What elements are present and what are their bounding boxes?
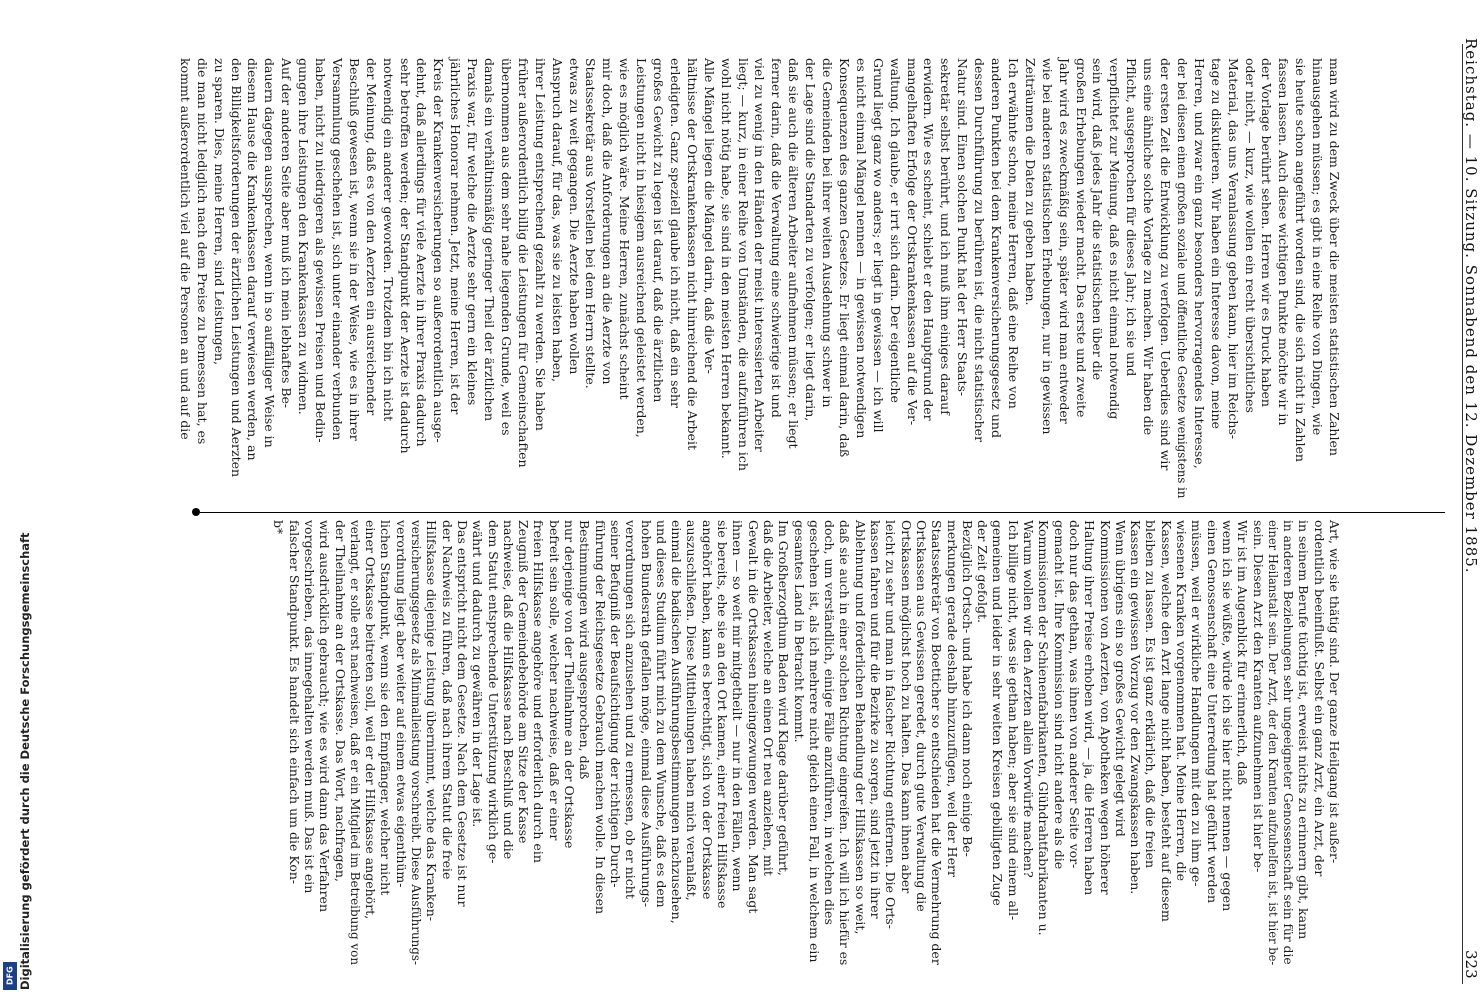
text-line: viel zu wenig in den Händen der meist interessierten Arbeiter: [752, 58, 768, 452]
text-line: angehört haben, kann es berechtigt, sich von der Ortskasse: [699, 520, 715, 900]
text-line: einer Heilanstalt sein. Der Arzt, der den Kranten aufzuhelfen ist, ist hier be-: [1265, 520, 1281, 966]
text-line: Bestimmungen wird ausgesprochen, daß: [577, 520, 593, 780]
text-line: gesamtes Land in Betracht kommt.: [791, 520, 807, 743]
text-line: einen Genossenschaft eine Unterredung hat geführt werden: [1204, 520, 1220, 904]
text-line: erwidern. Wie es scheint, schiebt er den Hauptgrund der: [921, 58, 937, 421]
text-line: hohen Bundesrath gefallen möge, einmal diese Ausführungs-: [638, 520, 654, 908]
text-line: kommt außerordentlich viel auf die Personen an und auf die: [177, 58, 193, 440]
text-line: sein. Diesen Arzt den Kranten aufzunehmen ist hier be-: [1250, 520, 1266, 873]
text-line: merkungen gerade deshalb hinzuzufügen, weil der Herr: [944, 520, 960, 877]
text-line: Natur sind. Einen solchen Punkt hat der Herr Staats-: [955, 58, 971, 397]
text-line: nur derjenige von der Theilnahme an der Ortskasse: [562, 520, 577, 849]
text-line: der Vorlage berührt sehen. Herren wir es Druck haben: [1259, 58, 1275, 407]
text-line: und dieses Studium führt mich zu dem Wunsche, daß es dem: [653, 520, 669, 908]
text-line: etwas zu weit gegangen. Die Aerzte haben wollen: [566, 58, 582, 375]
text-line: waltung. Ich glaube, er irrt sich darin. Der eigentliche: [887, 58, 903, 403]
text-line: notwendig ein anderer geworden. Trotzdem bin ich nicht: [380, 58, 396, 422]
text-line: Kommissionen der Schienenfabrikanten, Glühdrahtfabrikanten u.: [1036, 520, 1052, 936]
text-line: doch, um verständlich, einige Fälle anzuführen, in welchen dies: [822, 520, 838, 925]
text-line: hinausgehen müssen; es gibt in eine Reihe von Dingen, wie: [1310, 58, 1326, 436]
text-line: einmal die badischen Ausführungsbestimmungen nachzusehen,: [669, 520, 685, 924]
digitization-notice: Digitalisierung gefördert durch die Deutsche Forschungsgemeinschaft: [18, 532, 32, 990]
text-line: mir doch, daß die Anforderungen an die Aerzte von: [600, 58, 616, 385]
text-line: Anspruch darauf, für das, was sie zu leisten haben,: [549, 58, 565, 383]
text-line: ordentlich beeinflußt. Selbst ein ganz Arzt, ein Arzt, der: [1311, 520, 1327, 877]
text-line: zu sparen. Dies, meine Herren, sind Leistungen,: [211, 58, 227, 366]
text-line: Herren, und zwar ein ganz besonders hervorragendes Interesse,: [1191, 58, 1207, 469]
text-line: Das entspricht nicht dem Gesetze. Nach dem Gesetze ist nur: [454, 520, 470, 907]
text-line: der bei diesen einen großen soziale und öffentliche Gesetze wenigstens in: [1174, 58, 1190, 499]
text-line: früher außerordentlich billig die Leistungen für Gemeinschaften: [515, 58, 531, 468]
text-line: den Billigkeitsforderungen der ärztlichen Leistungen und Aerzten: [228, 58, 244, 478]
text-line: die man nicht lediglich nach dem Preise zu bemessen hat, es: [194, 58, 210, 445]
text-line: wiesenen Kranken vorgenommen hat. Meine Herren, die: [1174, 520, 1189, 881]
text-line: wie es möglich wäre. Meine Herren, zunächst scheint: [617, 58, 633, 400]
text-line: müssen, weil er wirkliche Handlungen mit den zu ihm ge-: [1189, 520, 1205, 887]
text-line: Leistungen nicht in hiesigem ausreichend geleistet werden,: [634, 58, 650, 438]
text-line: ferner darin, daß die Verwaltung eine schwierige ist und: [769, 58, 785, 418]
text-line: der Nachweis zu führen, daß nach ihrem Statut die freie: [439, 520, 455, 880]
text-line: Zeugniß der Gemeindebehörde am Sitze der Kasse: [516, 520, 532, 844]
text-line: Art, wie sie thätig sind. Der ganze Heilgang ist außer-: [1327, 520, 1342, 864]
text-line: führung der Reichsgesetze Gebrauch machen wolle. In diesen: [592, 520, 608, 915]
text-line: Praxis war, für welche die Aerzte sehr gern ein kleines: [465, 58, 481, 406]
text-line: Beschluß gewesen ist, wenn sie in der Weise, wie es in ihrer: [346, 58, 362, 441]
text-line: man wird zu dem Zweck über die meisten statistischen Zahlen: [1327, 58, 1342, 456]
text-line: versicherungsgesetz als Minimalleistung vorschreibt. Diese Ausführungs-: [409, 520, 424, 965]
text-line: daß sie auch die älteren Arbeiter aufnehmen müssen; er liegt: [786, 58, 802, 449]
text-line: seiner Befugniß der Beaufsichtigung der richtigen Durch-: [607, 520, 623, 888]
dfg-logo: DFG: [3, 962, 17, 990]
text-line: Wenn übrigens ein so großes Gewicht gelegt wird: [1112, 520, 1128, 837]
text-line: anderen Punkten bei dem Krankenversicherungsgesetz und: [989, 58, 1004, 438]
text-line: es nicht einmal Mängel nennen — in gewissen notwendigen: [853, 58, 869, 439]
text-line: uns eine ähnliche solche Vorlage zu machen. Wir haben die: [1141, 58, 1157, 436]
text-line: großes Gewicht zu legen ist darauf, daß die ärztlichen: [651, 58, 666, 403]
text-line: Jahr wird es zweckmäßig sein, später wird man entweder: [1056, 58, 1072, 424]
text-line: Bezüglich Ortsch- und habe ich dann noch einige Be-: [959, 520, 975, 857]
text-line: Hilfskasse diejenige Leistung übernimmt, welche das Kranken-: [424, 520, 440, 922]
text-line: großen Erhebungen wieder macht. Das erste und zweite: [1073, 58, 1089, 418]
text-line: Material, das uns Veranlassung geben kann, hier im Reichs-: [1225, 58, 1241, 440]
text-line: einer Ortskasse beitreten soll, weil er der Hilfskasse angehört,: [363, 520, 379, 920]
text-line: sie heute schon angeführt worden sind, die sich nicht in Zahlen: [1293, 58, 1309, 462]
text-line: befreit sein solle, welcher nachweise, daß er einer: [546, 520, 562, 841]
column-divider: [200, 512, 1445, 513]
text-line: Konsequenzen des ganzen Gesetzes. Er liegt einmal darin, daß: [836, 58, 852, 458]
text-line: die Gemeinden bei ihrer weiten Ausdehnung schwer in: [820, 58, 835, 408]
text-line: leicht zu sehr und man in falscher Richtung entfernen. Die Orts-: [883, 520, 899, 929]
text-line: fassen lassen. Auch diese wichtigen Punkte möchte wir in: [1276, 58, 1292, 426]
text-line: Kommissionen von Aerzten, von Apotheken wegen höherer: [1097, 520, 1113, 895]
text-line: Ortskassen möglichst hoch zu halten. Das kann ihnen aber: [898, 520, 914, 894]
text-line: wie bei anderen statistischen Erhebungen, nur in gewissen: [1039, 58, 1055, 435]
text-line: Staatssekretär aus Vorstellen bei dem Herrn stellte.: [583, 58, 599, 389]
text-line: in anderen Beziehungen sehr ungeeigneter Genossenschaft sein für die: [1281, 520, 1297, 965]
text-line: geschehen ist, als ich mehrere nicht gleich einen Fall, in welchem ein: [806, 520, 822, 963]
text-line: Wir ist im Augenblick für erinnerlich, daß: [1235, 520, 1251, 786]
text-line: sein wird, daß jedes Jahr die statistischen über die: [1090, 58, 1106, 381]
text-line: Ortskassen aus Gewissen geredet, durch gute Verwaltung die: [913, 520, 929, 912]
text-line: Versammlung geschehen ist, sich unter einander verbunden: [329, 58, 345, 441]
text-line: ihrer Leistung entsprechend gezahlt zu werden. Sie haben: [532, 58, 548, 431]
text-line: doch nur das gethan, was ihnen von anderer Seite vor-: [1066, 520, 1082, 869]
text-line: auszuschließen. Diese Mittheilungen haben mich veranlaßt,: [684, 520, 700, 901]
document-page: [100, 20, 1480, 980]
text-line: damals ein verhältnismäßig geringer Theil der ärztlichen: [482, 58, 497, 422]
text-line: daß sie auch in einer solchen Richtung eingreifen. Ich will ich hiefür es: [837, 520, 853, 966]
text-line: Gewalt in die Ortskassen hineingezwungen werden. Man sagt: [745, 520, 761, 914]
text-line: gemeinen und leider in sehr weiten Kreisen gebilligten Zuge: [990, 520, 1006, 906]
text-line: währt und dadurch zu gewähren in der Lage ist.: [470, 520, 486, 828]
text-line: b*: [271, 520, 287, 535]
text-line: der Lage sind die Standarten zu verfolgen; er liegt darin,: [803, 58, 819, 422]
text-line: Auf der anderen Seite aber muß ich mein lebhaftes Be-: [279, 58, 295, 409]
text-line: ihnen — so weit mir mitgetheilt — nur in den Fällen, wenn: [730, 520, 746, 892]
text-line: verpflichtet zur Meinung, daß es nicht einmal notwendig: [1107, 58, 1123, 420]
text-line: jährliches Honorar nehmen. Jetzt, meine Herren, ist der: [448, 58, 464, 415]
text-line: der Theilnahme an der Ortskasse. Das Wort, nachfragen,: [332, 520, 348, 882]
text-line: Warum wollen wir den Aerzten allein Vorwürfe machen?: [1021, 520, 1036, 878]
text-line: dessen Durchführung zu berühren ist, die nicht statistischer: [972, 58, 988, 443]
text-line: freien Hilfskasse angehöre und erforderlich durch ein: [531, 520, 547, 863]
text-line: dem Statut entsprechende Unterstützung wirklich ge-: [485, 520, 501, 864]
text-line: haben, nicht zu niedrigeren als gewissen Preisen und Bedin-: [313, 58, 328, 443]
text-line: nachweise, daß die Hilfskasse nach Beschluß und die: [500, 520, 516, 860]
text-line: lichen Standpunkt, wenn sie den Empfänger, welcher nicht: [378, 520, 394, 896]
text-line: Kassen, welche den Arzt lange nicht haben, besteht auf diesem: [1158, 520, 1174, 922]
text-line: Ich billige nicht, was sie gethan haben; aber sie sind einem all-: [1005, 520, 1021, 921]
text-line: verlangt, er solle erst nachweisen, daß er ein Mitglied im Betreibung von: [347, 520, 363, 966]
text-line: in seinem Berufe tüchtig ist, erweist nichts zu erinnern gibt, kann: [1296, 520, 1312, 940]
text-line: mangelhaften Erfolge der Ortskrankenkassen auf die Ver-: [904, 58, 920, 426]
text-line: daß die Arbeiter, welche an einen Ort neu anziehen, mit: [760, 520, 776, 876]
text-line: oder nicht, — kurz, wie wollen ein recht übersichtliches: [1242, 58, 1258, 413]
text-line: wenn ich sie wüßte, würde ich sie hier nicht nennen — gegen: [1219, 520, 1235, 912]
text-line: übernommen aus dem sehr nahe liegenden Grunde, weil es: [498, 58, 514, 436]
text-line: erledigten. Ganz speziell glaube ich nicht, daß ein sehr: [667, 58, 683, 408]
text-line: Ablehnung und förderlichen Behandlung der Hilfskassen so weit,: [852, 520, 868, 935]
text-line: dehnt, daß allerdings für viele Aerzte in ihrer Praxis dadurch: [414, 58, 430, 447]
text-line: sekretär selbst berührt, und ich muß ihm einiges darauf: [938, 58, 954, 415]
text-line: wird ausdrücklich gebraucht; wie es wird dann das Verfahren: [317, 520, 333, 913]
text-line: liegt; — kurz, in einer Reihe von Umständen, die aufzuführen ich: [735, 58, 751, 471]
text-line: Pflicht, ausgesprochen für dieses Jahr; ich sie und: [1124, 58, 1140, 377]
text-line: verordnung liegt aber weiter auf einem etwas eigenthüm-: [393, 520, 409, 888]
text-line: Grund liegt ganz wo anders; er liegt in gewissen — ich will: [870, 58, 886, 433]
text-line: Haltung ihrer Preise erhoben wird, — ja, die Herren haben: [1082, 520, 1098, 896]
text-line: kassen fahren und für die Bezirke zu sorgen, sind jetzt in ihrer: [868, 520, 883, 919]
text-line: Kreis der Krankenversicherungen so außerordentlich ausge-: [431, 58, 447, 443]
text-line: dauern dagegen aussprechen, wenn in so auffälliger Weise in: [262, 58, 278, 448]
column-divider-dot: [192, 508, 200, 516]
text-line: wohl nicht nötig habe, sie sind in den meisten Herren bekannt.: [718, 58, 734, 459]
text-line: Alle Mängel liegen die Mängel darin, daß die Ver-: [701, 58, 717, 374]
text-line: verordnungen sich anzusehen und zu ermessen, ob er nicht: [623, 520, 639, 899]
text-line: gungen ihre Leistungen den Krankenkassen zu widmen.: [296, 58, 312, 415]
text-line: diesem Hause die Krankenkassen darauf verwiesen werden, an: [245, 58, 261, 461]
text-line: sehr betroffen werden; der Standpunkt der Aerzte ist dadurch: [397, 58, 413, 454]
text-line: der Zeit gefolgt.: [975, 520, 991, 623]
text-line: hältnisse der Ortskrankenkassen nicht hinreichend die Arbeit: [684, 58, 700, 450]
text-line: Staatssekretär von Boetticher so entschieden hat die Vermehrung der: [929, 520, 945, 965]
page-header: Reichstag. — 10. Sitzung. Sonnabend den 12. Dezember 1885.: [1462, 38, 1480, 574]
text-line: der Meinung, daß es von den Aerzten ein ausreichender: [363, 58, 379, 416]
text-line: gemacht ist. Ihre Kommission sind nicht andere als die: [1051, 520, 1067, 870]
text-line: Kassen ein gewissen Vorzug vor den Zwangskassen haben.: [1128, 520, 1144, 895]
text-line: Ich erwähnte schon, meine Herren, daß eine Reihe von: [1005, 58, 1021, 409]
text-line: sie bereits, ehe sie an den Ort kamen, einer freien Hilfskasse: [715, 520, 730, 909]
text-line: vorgeschrieben, das innegehalten werden muß. Das ist ein: [301, 520, 317, 894]
text-line: Im Großherzogthum Baden wird Klage darüber geführt,: [776, 520, 792, 876]
text-line: Zeiträumen die Daten zu geben haben.: [1022, 58, 1038, 306]
text-line: falscher Standpunkt. Es handelt sich einfach um die Kon-: [286, 520, 302, 885]
page-number: 323: [1462, 950, 1480, 979]
text-line: bleiben zu lassen. Es ist ganz erklärlich, daß die freien: [1143, 520, 1159, 869]
text-line: tage zu diskutieren. Wir haben ein Interesse davon, meine: [1208, 58, 1224, 429]
text-line: der ersten Zeit die Entwicklung zu verfolgen. Ueberdies sind wir: [1158, 58, 1173, 471]
